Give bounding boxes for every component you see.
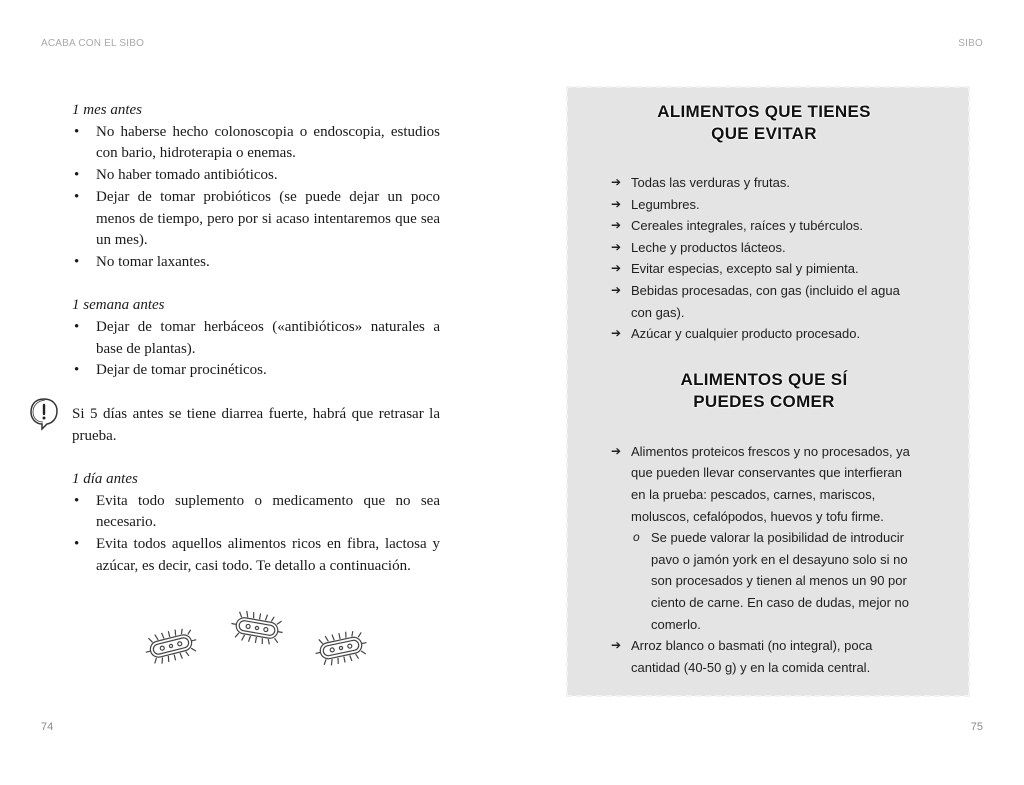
section-title: 1 mes antes	[72, 102, 142, 118]
bacteria-icon	[228, 608, 286, 648]
title-line: ALIMENTOS QUE TIENES	[657, 102, 871, 121]
title-line: PUEDES COMER	[693, 391, 835, 411]
list-item: • Evita todo suplemento o medicamento que no sea necesario.	[72, 491, 440, 534]
circle-bullet-icon: o	[633, 530, 640, 545]
bacteria-icon	[312, 628, 370, 668]
arrow-right-icon: ➔	[611, 326, 622, 341]
allowed-foods-title	[611, 369, 917, 413]
arrow-right-icon: ➔	[611, 282, 622, 297]
warning-note	[72, 404, 440, 447]
list-item: ➔ Alimentos proteicos frescos y no procesados, ya que pueden llevar conservantes que interfieran en la prueba: pescados, carnes, mariscos, moluscos, cefalópodos, huevos y tofu firme. o Se puede valorar la posibilidad de introducir pavo o jamón york en el desayuno solo si no son procesados y tienen al menos un 90 por ciento de carne. En caso de dudas, mejor no comerlo.	[611, 441, 917, 635]
sub-list-item: o Se puede valorar la posibilidad de introducir pavo o jamón york en el desayuno solo si no son procesados y tienen al menos un 90 por ciento de carne. En caso de dudas, mejor no comerlo.	[631, 527, 917, 635]
list-item: ➔ Azúcar y cualquier producto procesado.	[611, 323, 917, 345]
section-1-day	[72, 469, 440, 578]
arrow-right-icon: ➔	[611, 261, 622, 276]
list-item: ➔ Leche y productos lácteos.	[611, 237, 917, 259]
list-item: • Dejar de tomar probióticos (se puede dejar un poco menos de tiempo, pero por si acaso intentaremos que sea un mes).	[72, 187, 440, 252]
section-title: 1 día antes	[72, 470, 138, 487]
food-guide-content	[611, 101, 917, 678]
page-number-right: 75	[970, 721, 983, 733]
arrow-right-icon: ➔	[611, 196, 622, 211]
bacteria-illustrations	[140, 608, 370, 678]
bacteria-icon	[142, 626, 200, 666]
list-item: ➔ Todas las verduras y frutas.	[611, 172, 917, 194]
food-guide-box	[567, 87, 969, 696]
list-item: ➔ Bebidas procesadas, con gas (incluido el agua con gas).	[611, 280, 917, 323]
section-1-month	[72, 100, 440, 274]
avoid-foods-title	[611, 101, 917, 145]
page-number-left: 74	[41, 721, 54, 733]
list-item: ➔ Cereales integrales, raíces y tubérculos.	[611, 215, 917, 237]
section-1-week	[72, 295, 440, 382]
list-item: ➔ Legumbres.	[611, 194, 917, 216]
note-text: Si 5 días antes se tiene diarrea fuerte, habrá que retrasar la prueba.	[72, 405, 440, 444]
list-item: • No haber tomado antibióticos.	[72, 165, 440, 187]
list-item: • No tomar laxantes.	[72, 252, 440, 274]
list-item: • No haberse hecho colonoscopia o endoscopia, estudios con bario, hidroterapia o enemas.	[72, 122, 440, 165]
arrow-right-icon: ➔	[611, 443, 622, 458]
arrow-right-icon: ➔	[611, 239, 622, 254]
section-title: 1 semana antes	[72, 297, 165, 314]
list-item: ➔ Arroz blanco o basmati (no integral), poca cantidad (40-50 g) y en la comida central.	[611, 635, 917, 678]
arrow-right-icon: ➔	[611, 175, 622, 189]
exclamation-bubble-icon	[28, 396, 60, 432]
list-item: • Evita todos aquellos alimentos ricos en fibra, lactosa y azúcar, es decir, casi todo. Te detallo a continuación.	[72, 534, 440, 577]
list-item: • Dejar de tomar herbáceos («antibióticos» naturales a base de plantas).	[72, 317, 440, 360]
list-item: ➔ Evitar especias, excepto sal y pimienta.	[611, 258, 917, 280]
left-page-content	[72, 100, 440, 599]
list-item: • Dejar de tomar procinéticos.	[72, 360, 440, 382]
running-head-left: ACABA CON EL SIBO	[41, 38, 145, 49]
arrow-right-icon: ➔	[611, 638, 622, 653]
arrow-right-icon: ➔	[611, 218, 622, 233]
title-line: ALIMENTOS QUE SÍ	[680, 369, 848, 389]
avoid-foods-list	[611, 172, 917, 345]
title-line: QUE EVITAR	[711, 124, 817, 143]
sub-list	[631, 527, 917, 635]
running-head-right: SIBO	[958, 38, 983, 49]
allowed-foods-list	[611, 441, 917, 679]
